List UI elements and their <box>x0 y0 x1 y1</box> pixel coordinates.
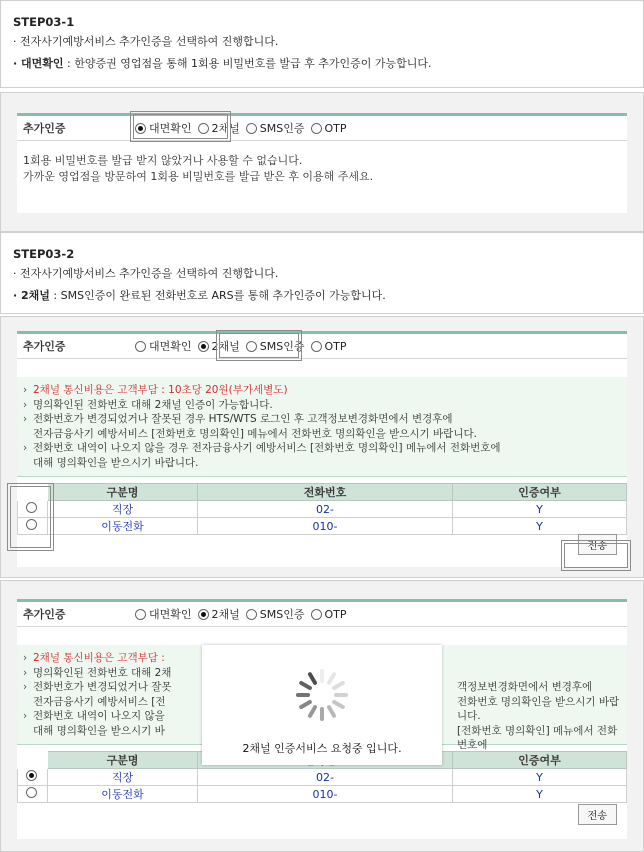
cell-status: Y <box>453 769 627 786</box>
notice-line: 대해 명의확인을 받으시기 바 <box>33 724 165 737</box>
radio-icon[interactable] <box>311 341 322 352</box>
radio-selected-icon[interactable] <box>198 341 209 352</box>
table-header-blank <box>18 752 48 769</box>
step1-line2-rest: : 한양증권 영업점을 통해 1회용 비밀번호를 발급 후 추가인증이 가능합니다. <box>63 57 432 70</box>
panel2-option-face[interactable] <box>135 338 192 354</box>
spacer <box>17 359 627 377</box>
table-header-row <box>18 484 627 501</box>
send-button[interactable]: 전송 <box>578 534 617 555</box>
option-label: SMS인증 <box>259 122 305 135</box>
step1-title: STEP03-1 <box>13 15 75 29</box>
radio-icon[interactable] <box>26 787 37 798</box>
option-label: 2채널 <box>211 122 240 135</box>
row-radio[interactable] <box>18 786 48 803</box>
cell-phone: 010- <box>198 518 453 535</box>
radio-icon[interactable] <box>311 609 322 620</box>
step1-description <box>0 0 644 88</box>
table-row[interactable] <box>18 518 627 535</box>
phone-table <box>17 483 627 535</box>
radio-icon[interactable] <box>135 609 146 620</box>
step2-line2 <box>13 285 631 307</box>
table-row[interactable] <box>18 786 627 803</box>
step2-line2-rest: : SMS인증이 완료된 전화번호로 ARS를 통해 추가인증이 가능합니다. <box>49 289 386 302</box>
send-wrap <box>578 804 617 825</box>
panel3-header <box>17 599 627 627</box>
notice-line: 전자금융사기 예방서비스 [전 <box>33 695 166 708</box>
notice-line: › 전화번호 내역이 나오지 않을 <box>23 709 619 724</box>
notice-line: 전자금융사기 예방서비스 [전화번호 명의확인] 메뉴에서 전화번호 명의확인을 받으시기 바랍니다. <box>33 427 477 440</box>
radio-icon[interactable] <box>311 123 322 134</box>
loading-dialog <box>202 645 442 765</box>
notice-line: [전화번호 명의확인] 메뉴에서 전화번호에 <box>457 724 618 751</box>
notice-line: › 명의확인된 전화번호 대해 2채널 인증이 가능합니다. <box>23 398 619 413</box>
loading-text: 2채널 인증서비스 요청중 입니다. <box>242 742 402 755</box>
notice-line: › 전화번호가 변경되었거나 잘못 <box>23 680 619 695</box>
step1-line2-bold: · 대면확인 <box>13 57 64 70</box>
radio-icon[interactable] <box>246 123 257 134</box>
notice-line: 전화번호 명의확인을 받으시기 바랍니다. <box>457 695 620 722</box>
option-label: 2채널 <box>211 340 240 353</box>
panel1-option-sms[interactable] <box>246 120 305 136</box>
radio-icon[interactable] <box>135 341 146 352</box>
panel2-inner <box>17 331 627 567</box>
cell-status: Y <box>453 786 627 803</box>
panel2-header <box>17 331 627 359</box>
notice-line: 객정보변경화면에서 변경후에 <box>457 681 593 693</box>
panel1-option-otp[interactable] <box>311 122 347 135</box>
option-label: 2채널 <box>211 608 240 621</box>
col-header: 인증여부 <box>453 484 627 501</box>
notice-cost: › 2채널 통신비용은 고객부담 : 10초당 20원(부가세별도) <box>23 383 619 398</box>
table-row[interactable] <box>18 769 627 786</box>
step1-line2 <box>13 53 631 75</box>
step1-line1: · 전자사기예방서비스 추가인증을 선택하여 진행합니다. <box>13 35 279 48</box>
notice-line: › 전화번호가 변경되었거나 잘못된 경우 HTS/WTS 로그인 후 고객정보변경화면에서 변경후에 <box>23 412 619 427</box>
option-label: SMS인증 <box>259 608 305 621</box>
highlight-box <box>130 111 231 142</box>
row-radio[interactable] <box>18 769 48 786</box>
step2-line2-bold: · 2채널 <box>13 289 50 302</box>
notice-right-fragment <box>457 680 627 753</box>
step2-title: STEP03-2 <box>13 247 75 261</box>
notice-line: › 명의확인된 전화번호 대해 2채 <box>23 666 619 681</box>
cell-name: 이동전화 <box>48 518 198 535</box>
option-label: OTP <box>324 607 347 621</box>
step2-line1: · 전자사기예방서비스 추가인증을 선택하여 진행합니다. <box>13 267 279 280</box>
option-label: OTP <box>324 339 347 353</box>
panel1-header <box>17 113 627 141</box>
highlight-box <box>216 330 302 361</box>
cell-phone: 010- <box>198 786 453 803</box>
panel2-label: 추가인증 <box>23 340 66 353</box>
option-label: 대면확인 <box>149 340 192 353</box>
panel3-option-otp[interactable] <box>311 608 347 621</box>
cell-phone: 02- <box>198 769 453 786</box>
panel1-message-line1: 1회용 비밀번호를 발급 받지 않았거나 사용할 수 없습니다. <box>23 154 303 167</box>
panel2 <box>0 316 644 578</box>
cell-status: Y <box>453 501 627 518</box>
col-header: 전화번호 <box>198 484 453 501</box>
highlight-box <box>7 483 54 551</box>
panel2-option-otp[interactable] <box>311 340 347 353</box>
cell-name: 직장 <box>48 501 198 518</box>
send-button[interactable]: 전송 <box>578 804 617 825</box>
panel1-label: 추가인증 <box>23 122 66 135</box>
col-header: 구분명 <box>48 752 198 769</box>
panel3-label: 추가인증 <box>23 608 66 621</box>
table-row[interactable] <box>18 501 627 518</box>
step2-description <box>0 232 644 314</box>
option-label: SMS인증 <box>259 340 305 353</box>
option-label: 대면확인 <box>149 608 192 621</box>
loading-spinner-icon <box>292 665 352 725</box>
panel3-option-2ch[interactable] <box>198 606 240 622</box>
panel2-notice <box>17 377 627 477</box>
radio-selected-icon[interactable] <box>26 770 37 781</box>
cell-phone: 02- <box>198 501 453 518</box>
col-header: 구분명 <box>48 484 198 501</box>
notice-cost: › 2채널 통신비용은 고객부담 : <box>23 651 619 666</box>
panel1-message <box>17 141 627 197</box>
cell-status: Y <box>453 518 627 535</box>
panel1-message-line2: 가까운 영업점을 방문하여 1회용 비밀번호를 발급 받은 후 이용해 주세요. <box>23 170 374 183</box>
panel1 <box>0 92 644 232</box>
radio-icon[interactable] <box>246 609 257 620</box>
highlight-box <box>561 540 631 571</box>
panel3-option-face[interactable] <box>135 606 192 622</box>
panel3-option-sms[interactable] <box>246 606 305 622</box>
panel1-inner <box>17 113 627 213</box>
notice-line: › 전화번호 내역이 나오지 않을 경우 전자금융사기 예방서비스 [전화번호 명의확인] 메뉴에서 전화번호에 <box>23 441 619 456</box>
radio-selected-icon[interactable] <box>198 609 209 620</box>
option-label: 대면확인 <box>149 122 192 135</box>
cell-name: 직장 <box>48 769 198 786</box>
cell-name: 이동전화 <box>48 786 198 803</box>
option-label: OTP <box>324 121 347 135</box>
spacer <box>17 627 627 645</box>
col-header: 인증여부 <box>453 752 627 769</box>
notice-line: 대해 명의확인을 받으시기 바랍니다. <box>33 456 199 469</box>
